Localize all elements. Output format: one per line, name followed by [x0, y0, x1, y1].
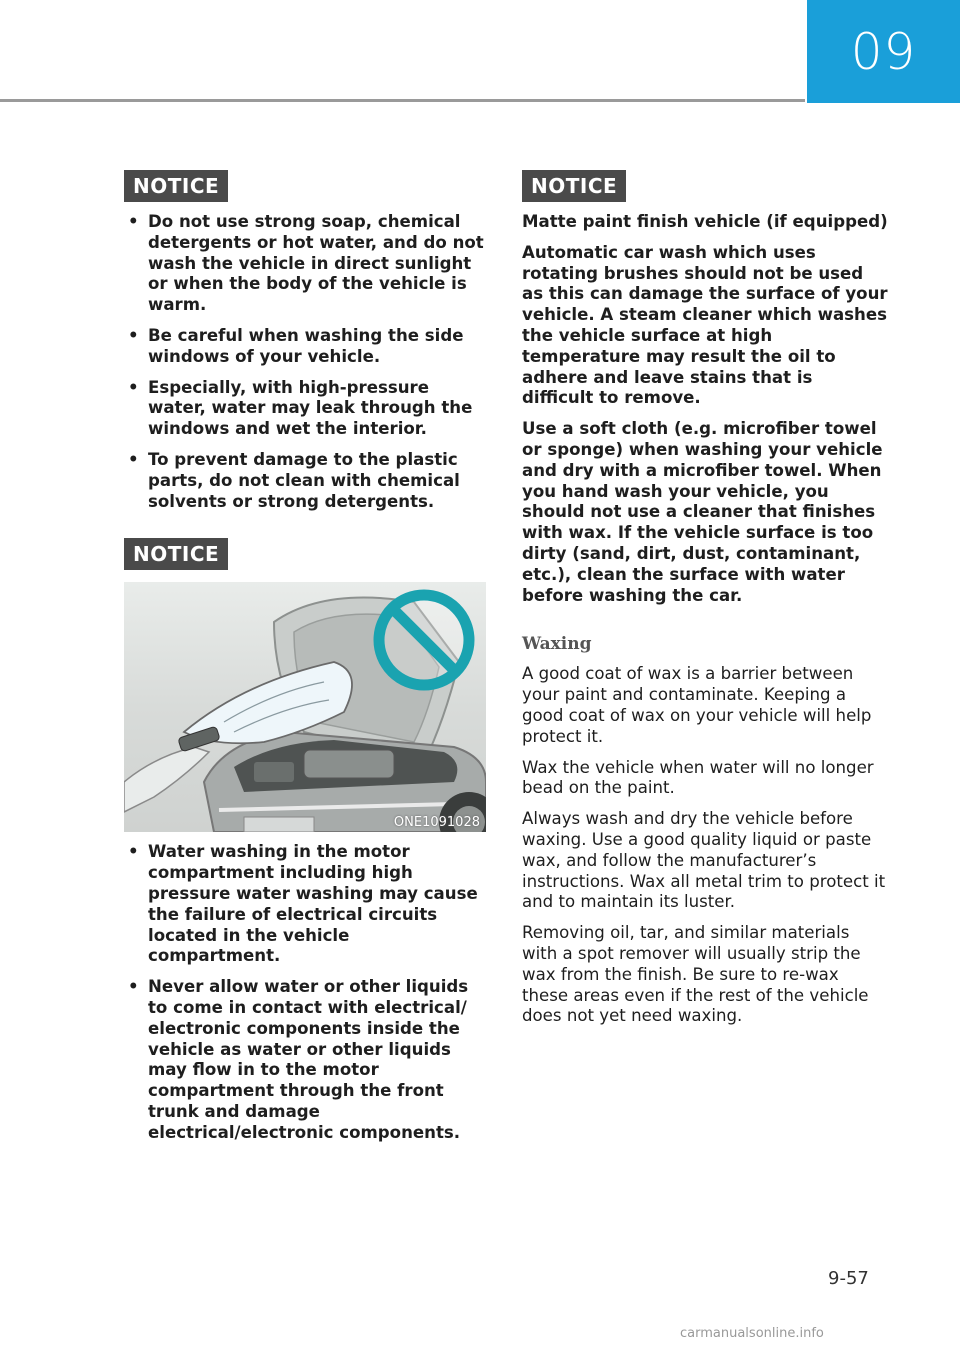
engine-wash-drawing [124, 582, 486, 832]
notice-label: NOTICE [124, 170, 228, 202]
prohibition-icon [379, 595, 469, 685]
list-item: • Water washing in the motor compartment including high pressure water washing may cause the failure of electrical circuits located in the vehicle compartment. [124, 842, 486, 967]
chapter-tab [807, 0, 960, 103]
notice-list [124, 212, 486, 512]
section-title: Waxing [522, 634, 592, 655]
body-paragraph: Removing oil, tar, and similar materials with a spot remover will usually strip the wax from the finish. Be sure to re-wax these areas even if the rest of the vehicle does not yet need waxing. [522, 923, 869, 1026]
left-column [124, 170, 486, 1154]
list-item: • To prevent damage to the plastic parts, do not clean with chemical solvents or strong detergents. [124, 450, 486, 512]
list-item: • Especially, with high-pressure water, water may leak through the windows and wet the interior. [124, 378, 486, 440]
body-paragraph: A good coat of wax is a barrier between your paint and contaminate. Keeping a good coat of wax on your vehicle will help protect it. [522, 664, 872, 746]
right-column [522, 170, 888, 1027]
chapter-number: 09 [850, 22, 917, 81]
list-item: • Never allow water or other liquids to come in contact with electrical/ electronic components inside the vehicle as water or other liquids may flow in to the motor compartment through the front trunk and damage electrical/electronic components. [124, 977, 486, 1143]
page-number: 9-57 [828, 1268, 869, 1289]
body-paragraph: Always wash and dry the vehicle before waxing. Use a good quality liquid or paste wax, and follow the manufacturer’s instructions. Wax all metal trim to protect it and to maintain its luster. [522, 809, 886, 912]
body-paragraph: Wax the vehicle when water will no longer bead on the paint. [522, 757, 874, 798]
notice-paragraph: Use a soft cloth (e.g. microfiber towel or sponge) when washing your vehicle and dry with a microfiber towel. When you hand wash your vehicle, you should not use a cleaner that finishes with wax. If the vehicle surface is too dirty (sand, dirt, dust, contaminant, etc.), clean the surface with water before washing the car. [522, 419, 883, 605]
notice-title: Matte paint finish vehicle (if equipped) [522, 212, 888, 231]
engine-wash-illustration [124, 582, 486, 832]
watermark: carmanualsonline.info [680, 1326, 824, 1341]
notice-list [124, 842, 486, 1143]
list-item: • Be careful when washing the side windows of your vehicle. [124, 326, 486, 368]
list-item: • Do not use strong soap, chemical detergents or hot water, and do not wash the vehicle in direct sunlight or when the body of the vehicle is warm. [124, 212, 486, 316]
notice-label: NOTICE [522, 170, 626, 202]
header-rule [0, 99, 805, 102]
figure-code: ONE1091028 [393, 815, 480, 831]
notice-paragraph: Automatic car wash which uses rotating brushes should not be used as this can damage the surface of your vehicle. A steam cleaner which washes the vehicle surface at high temperature may result the oil to adhere and leave stains that is difficult to remove. [522, 242, 888, 408]
notice-label: NOTICE [124, 538, 228, 570]
